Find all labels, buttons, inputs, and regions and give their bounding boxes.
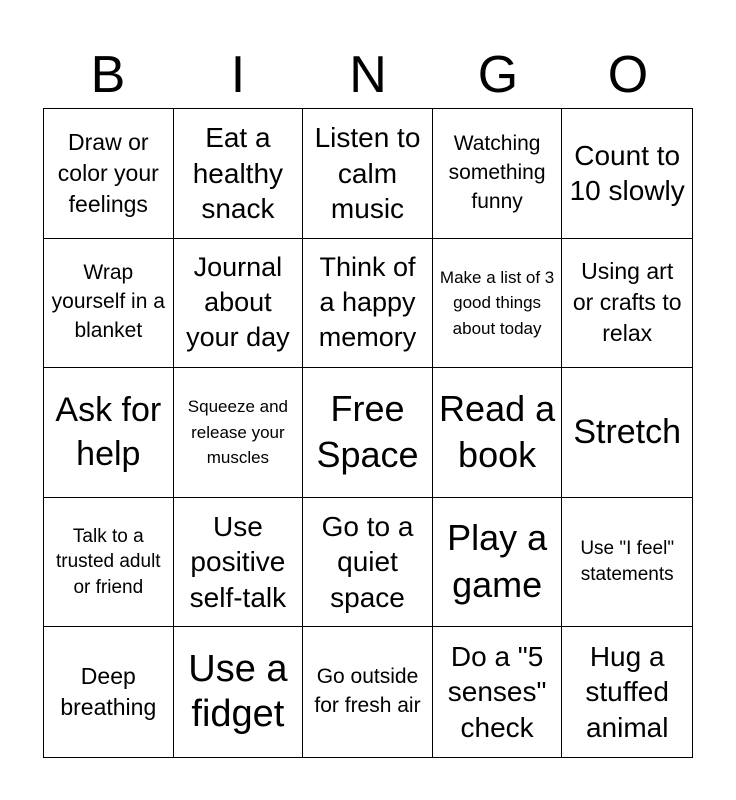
bingo-cell[interactable] [44, 239, 174, 369]
bingo-cell[interactable] [174, 109, 304, 239]
bingo-cell[interactable] [562, 627, 692, 757]
bingo-cell[interactable] [44, 368, 174, 498]
cell-text: Use "I feel" statements [580, 538, 675, 586]
bingo-cell[interactable] [562, 239, 692, 369]
bingo-cell[interactable] [44, 109, 174, 239]
cell-text: Draw or color your feelings [57, 128, 159, 217]
cell-text: Make a list of 3 good things about today [439, 267, 555, 338]
cell-text: Squeeze and release your muscles [187, 397, 288, 468]
bingo-cell[interactable] [303, 239, 433, 369]
bingo-cell[interactable] [303, 627, 433, 757]
cell-text: Go to a quiet space [321, 510, 414, 613]
cell-text: Stretch [573, 413, 682, 452]
bingo-cell[interactable] [562, 368, 692, 498]
header-letter-i: I [230, 46, 246, 104]
cell-text: Deep breathing [60, 663, 157, 721]
cell-text: Wrap yourself in a blanket [51, 261, 165, 343]
bingo-board [43, 108, 693, 758]
bingo-cell[interactable] [433, 498, 563, 628]
bingo-cell[interactable] [303, 498, 433, 628]
cell-text: Eat a healthy snack [192, 121, 284, 225]
bingo-cell[interactable] [174, 498, 304, 628]
header-letter-g: G [477, 46, 519, 104]
cell-text: Free Space [316, 387, 419, 476]
header-letter-o: O [607, 46, 649, 104]
bingo-cell[interactable] [174, 627, 304, 757]
bingo-cell[interactable] [174, 239, 304, 369]
bingo-cell[interactable] [44, 627, 174, 757]
cell-text: Go outside for fresh air [314, 665, 421, 718]
cell-text: Hug a stuffed animal [585, 640, 669, 743]
bingo-cell[interactable] [562, 109, 692, 239]
bingo-cell[interactable] [174, 368, 304, 498]
bingo-cell[interactable] [433, 109, 563, 239]
cell-text: Listen to calm music [314, 121, 421, 225]
cell-text: Use positive self-talk [189, 510, 287, 613]
cell-text: Use a fidget [188, 647, 288, 736]
cell-text: Count to 10 slowly [569, 139, 685, 207]
cell-text: Do a "5 senses" check [447, 640, 547, 743]
bingo-cell[interactable] [562, 498, 692, 628]
header-letter-b: B [90, 46, 126, 104]
bingo-cell[interactable] [433, 627, 563, 757]
cell-text: Play a game [447, 517, 548, 606]
bingo-cell[interactable] [44, 498, 174, 628]
cell-text: Read a book [439, 387, 556, 476]
bingo-cell-free-space[interactable] [303, 368, 433, 498]
cell-text: Talk to a trusted adult or friend [56, 525, 161, 598]
cell-text: Think of a happy memory [318, 252, 417, 353]
cell-text: Watching something funny [448, 131, 546, 213]
header-letter-n: N [349, 46, 387, 104]
bingo-cell[interactable] [433, 368, 563, 498]
cell-text: Ask for help [55, 391, 162, 474]
cell-text: Using art or crafts to relax [572, 258, 682, 347]
bingo-cell[interactable] [433, 239, 563, 369]
bingo-cell[interactable] [303, 109, 433, 239]
bingo-header [43, 42, 693, 108]
cell-text: Journal about your day [186, 252, 290, 353]
